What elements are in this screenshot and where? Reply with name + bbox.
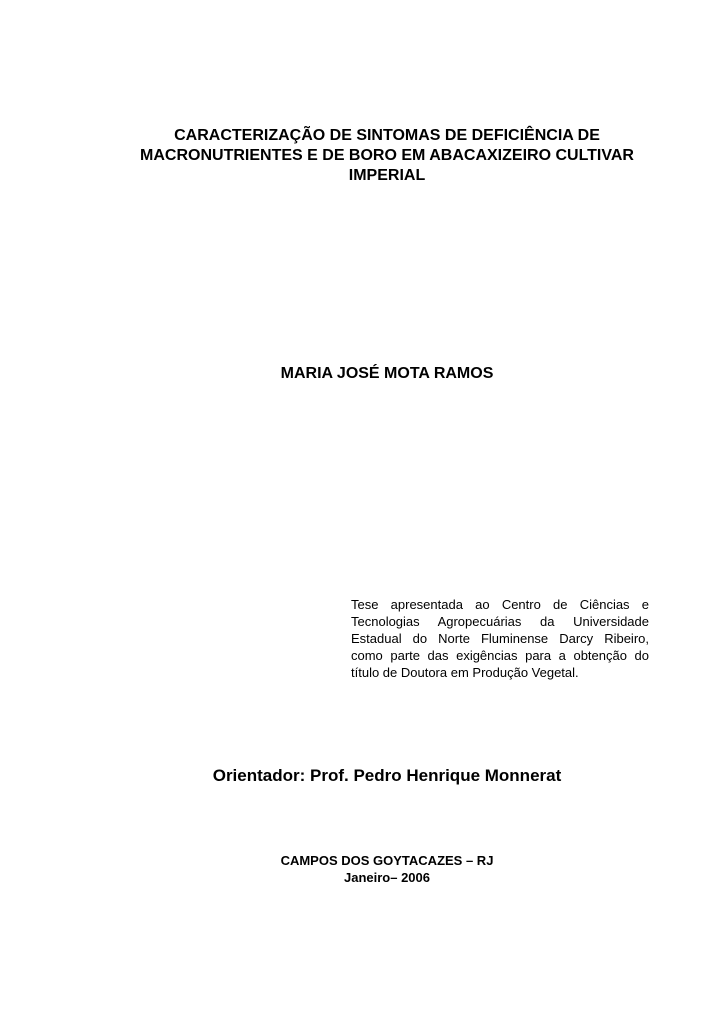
place: CAMPOS DOS GOYTACAZES – RJ bbox=[280, 853, 494, 868]
presentation-note-line-4: como parte das exigências para a obtenção do bbox=[351, 648, 649, 663]
place-and-date bbox=[100, 852, 674, 886]
presentation-note-line-3: Estadual do Norte Fluminense Darcy Ribeiro, bbox=[351, 631, 649, 646]
thesis-presentation-note bbox=[351, 596, 649, 681]
thesis-title-line-2: MACRONUTRIENTES E DE BORO EM ABACAXIZEIRO CULTIVAR bbox=[140, 147, 634, 164]
thesis-title-line-1: CARACTERIZAÇÃO DE SINTOMAS DE DEFICIÊNCIA DE bbox=[174, 127, 600, 144]
thesis-title bbox=[100, 126, 674, 186]
presentation-note-line-2: Tecnologias Agropecuárias da Universidade bbox=[351, 614, 649, 629]
advisor-line: Orientador: Prof. Pedro Henrique Monnerat bbox=[212, 766, 562, 785]
presentation-note-line-1: Tese apresentada ao Centro de Ciências e bbox=[351, 597, 649, 612]
date: Janeiro– 2006 bbox=[343, 870, 430, 885]
thesis-title-line-3: IMPERIAL bbox=[348, 167, 426, 184]
author-name: MARIA JOSÉ MOTA RAMOS bbox=[280, 365, 494, 382]
presentation-note-line-5: título de Doutora em Produção Vegetal. bbox=[351, 665, 579, 680]
